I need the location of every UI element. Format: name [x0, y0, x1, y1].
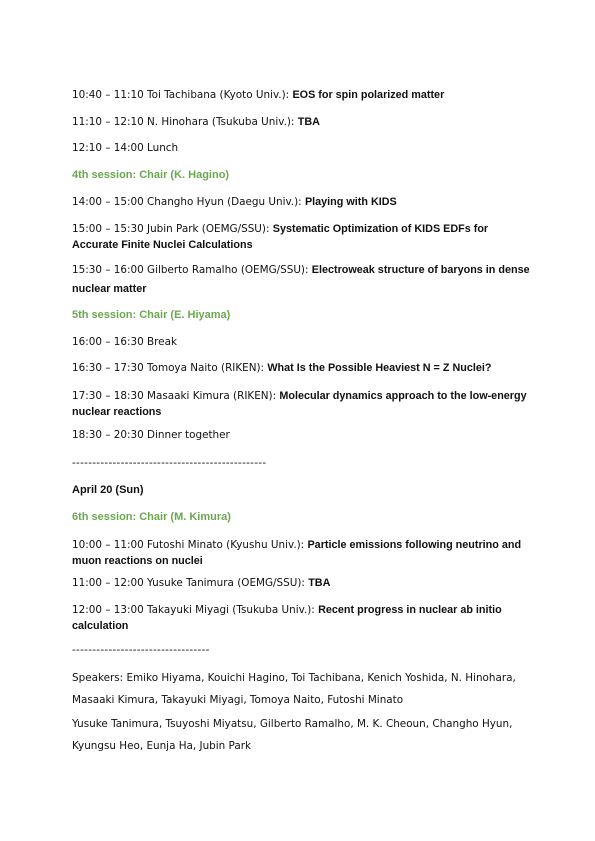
- entry-time: 11:10 – 12:10: [72, 116, 144, 128]
- entry-title: TBA: [308, 577, 331, 589]
- entry-activity: Break: [147, 336, 177, 348]
- entry-time: 12:10 – 14:00: [72, 142, 144, 154]
- separator: ------------------------------------------------: [72, 457, 267, 469]
- session-heading: 4th session: Chair (K. Hagino): [72, 169, 230, 181]
- schedule-entry: [72, 427, 532, 444]
- entry-speaker: Futoshi Minato (Kyushu Univ.):: [147, 539, 308, 551]
- entry-time: 16:30 – 17:30: [72, 362, 144, 374]
- schedule-entry: [72, 222, 532, 253]
- entry-speaker: Yusuke Tanimura (OEMG/SSU):: [147, 577, 309, 589]
- entry-title: EOS for spin polarized matter: [292, 89, 445, 101]
- speakers-list: Yusuke Tanimura, Tsuyoshi Miyatsu, Gilberto Ramalho, M. K. Cheoun, Changho Hyun, Kyungsu Heo, Eunja Ha, Jubin Park: [72, 718, 513, 752]
- speakers-list: Speakers: Emiko Hiyama, Kouichi Hagino, Toi Tachibana, Kenich Yoshida, N. Hinohara, Masaaki Kimura, Takayuki Miyagi, Tomoya Naito, Futoshi Minato: [72, 672, 516, 706]
- schedule-entry: [72, 87, 532, 104]
- session-heading: 6th session: Chair (M. Kimura): [72, 511, 231, 523]
- schedule-entry: [72, 334, 532, 351]
- separator: ----------------------------------: [72, 644, 210, 656]
- session-heading: 5th session: Chair (E. Hiyama): [72, 309, 231, 321]
- entry-title: Electroweak structure of baryons in dense nuclear matter: [72, 264, 530, 295]
- entry-time: 11:00 – 12:00: [72, 577, 144, 589]
- entry-title: Playing with KIDS: [304, 196, 397, 208]
- schedule-entry: [72, 575, 532, 592]
- entry-speaker: Takayuki Miyagi (Tsukuba Univ.):: [147, 604, 319, 616]
- entry-time: 10:40 – 11:10: [72, 89, 144, 101]
- schedule-entry: [72, 360, 532, 377]
- schedule-entry: [72, 194, 532, 211]
- entry-time: 10:00 – 11:00: [72, 539, 144, 551]
- entry-title: Molecular dynamics approach to the low-energy nuclear reactions: [72, 390, 527, 418]
- entry-speaker: N. Hinohara (Tsukuba Univ.):: [147, 116, 298, 128]
- entry-speaker: Masaaki Kimura (RIKEN):: [147, 390, 280, 402]
- schedule-entry: [72, 389, 532, 420]
- entry-time: 18:30 – 20:30: [72, 429, 144, 441]
- entry-time: 12:00 – 13:00: [72, 604, 144, 616]
- day-heading: April 20 (Sun): [72, 484, 144, 496]
- schedule-entry: [72, 261, 532, 299]
- entry-title: What Is the Possible Heaviest N = Z Nuclei?: [267, 362, 492, 374]
- entry-speaker: Gilberto Ramalho (OEMG/SSU):: [147, 264, 312, 276]
- entry-title: TBA: [297, 116, 320, 128]
- entry-time: 17:30 – 18:30: [72, 390, 144, 402]
- entry-speaker: Toi Tachibana (Kyoto Univ.):: [147, 89, 293, 101]
- entry-time: 15:30 – 16:00: [72, 264, 144, 276]
- entry-speaker: Jubin Park (OEMG/SSU):: [147, 223, 273, 235]
- entry-time: 16:00 – 16:30: [72, 336, 144, 348]
- schedule-entry: [72, 140, 532, 157]
- entry-title: Recent progress in nuclear ab initio calculation: [72, 604, 502, 632]
- entry-activity: Dinner together: [147, 429, 230, 441]
- entry-time: 15:00 – 15:30: [72, 223, 144, 235]
- entry-title: Particle emissions following neutrino and muon reactions on nuclei: [72, 539, 522, 567]
- entry-time: 14:00 – 15:00: [72, 196, 144, 208]
- entry-title: Systematic Optimization of KIDS EDFs for Accurate Finite Nuclei Calculations: [72, 223, 489, 251]
- entry-speaker: Tomoya Naito (RIKEN):: [147, 362, 268, 374]
- schedule-entry: [72, 603, 532, 634]
- schedule-entry: [72, 538, 532, 569]
- schedule-entry: [72, 114, 532, 131]
- entry-activity: Lunch: [147, 142, 179, 154]
- entry-speaker: Changho Hyun (Daegu Univ.):: [147, 196, 305, 208]
